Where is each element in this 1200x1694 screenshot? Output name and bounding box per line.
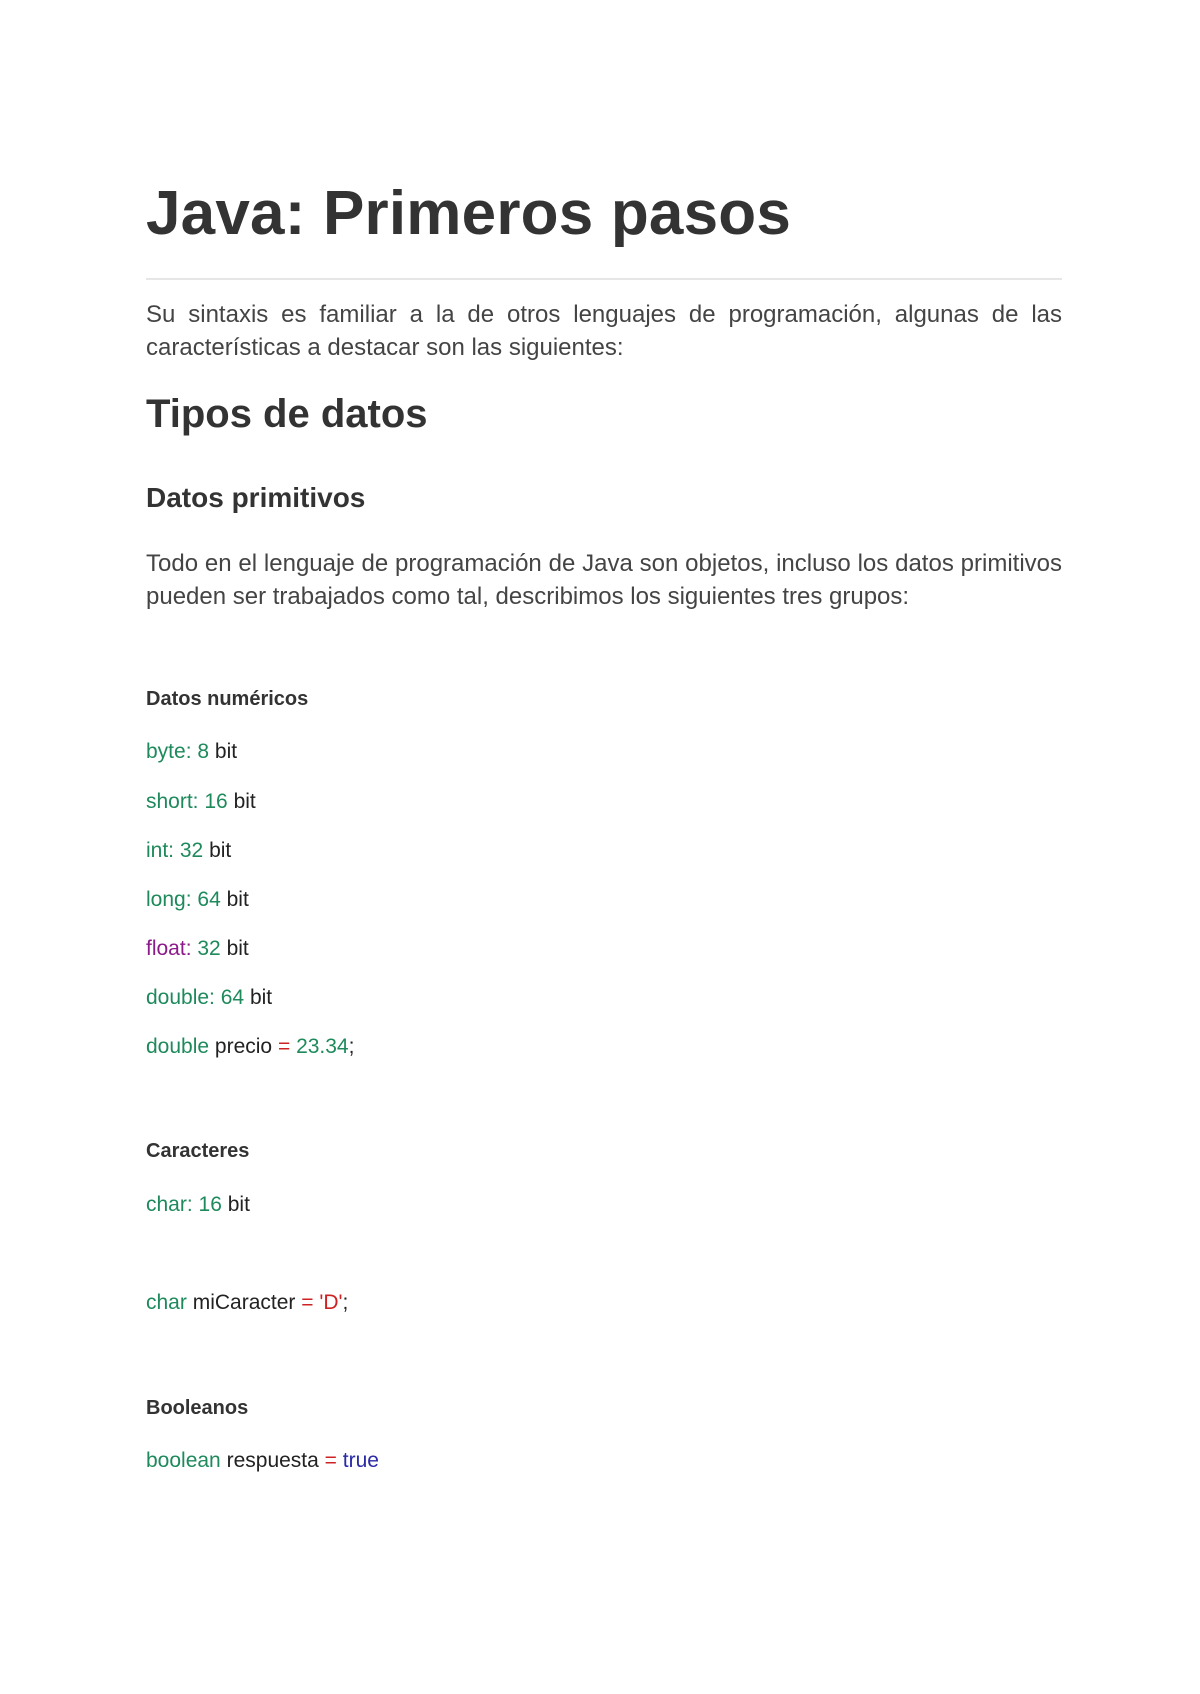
- code-variable: miCaracter: [192, 1291, 296, 1314]
- type-line-short: [146, 790, 256, 814]
- intro-paragraph: Su sintaxis es familiar a la de otros lenguajes de programación, algunas de las características a destacar son las siguientes:: [146, 301, 1062, 361]
- code-terminator: ;: [342, 1291, 349, 1314]
- primitives-paragraph: Todo en el lenguaje de programación de Java son objetos, incluso los datos primitivos pueden ser trabajados como tal, describimos los siguientes tres grupos:: [146, 550, 1062, 610]
- type-name: byte:: [146, 740, 192, 763]
- numeric-heading: Datos numéricos: [146, 688, 309, 710]
- type-name: int:: [146, 839, 175, 862]
- type-name: long:: [146, 888, 192, 911]
- type-size: 32: [179, 839, 204, 862]
- code-type: boolean: [146, 1449, 221, 1472]
- code-example-double: [146, 1035, 354, 1059]
- code-example-char: [146, 1291, 348, 1315]
- type-unit: bit: [249, 986, 273, 1009]
- type-unit: bit: [227, 1193, 250, 1216]
- type-line-float: [146, 937, 249, 961]
- code-example-boolean: [146, 1449, 379, 1473]
- type-name: double:: [146, 986, 215, 1009]
- code-operator: =: [324, 1449, 337, 1472]
- page-title: Java: Primeros pasos: [146, 179, 792, 248]
- type-line-long: [146, 888, 249, 912]
- type-size: 64: [197, 888, 221, 911]
- type-unit: bit: [226, 937, 249, 960]
- code-type: double: [146, 1035, 210, 1058]
- section-heading: Tipos de datos: [146, 392, 428, 436]
- type-size: 64: [220, 986, 245, 1009]
- type-line-double: [146, 986, 272, 1010]
- type-line-byte: [146, 740, 237, 764]
- type-unit: bit: [209, 839, 232, 862]
- subsection-heading: Datos primitivos: [146, 482, 366, 513]
- code-value: true: [342, 1449, 379, 1472]
- code-type: char: [146, 1291, 187, 1314]
- type-unit: bit: [233, 790, 256, 813]
- booleans-heading: Booleanos: [146, 1397, 249, 1419]
- type-size: 16: [204, 790, 228, 813]
- type-unit: bit: [226, 888, 249, 911]
- title-divider: [146, 278, 1062, 280]
- code-variable: respuesta: [226, 1449, 319, 1472]
- code-value: 23.34: [296, 1035, 349, 1058]
- code-operator: =: [277, 1035, 291, 1058]
- code-terminator: ;: [348, 1035, 355, 1058]
- type-name: char:: [146, 1193, 193, 1216]
- code-variable: precio: [214, 1035, 273, 1058]
- type-name: short:: [146, 790, 199, 813]
- type-unit: bit: [214, 740, 238, 763]
- type-size: 16: [198, 1193, 222, 1216]
- chars-heading: Caracteres: [146, 1140, 250, 1162]
- type-size: 8: [197, 740, 210, 763]
- type-line-int: [146, 839, 231, 863]
- type-line-char: [146, 1193, 250, 1217]
- type-size: 32: [197, 937, 221, 960]
- code-value: 'D': [319, 1291, 343, 1314]
- type-name: float:: [146, 937, 192, 960]
- code-operator: =: [301, 1291, 314, 1314]
